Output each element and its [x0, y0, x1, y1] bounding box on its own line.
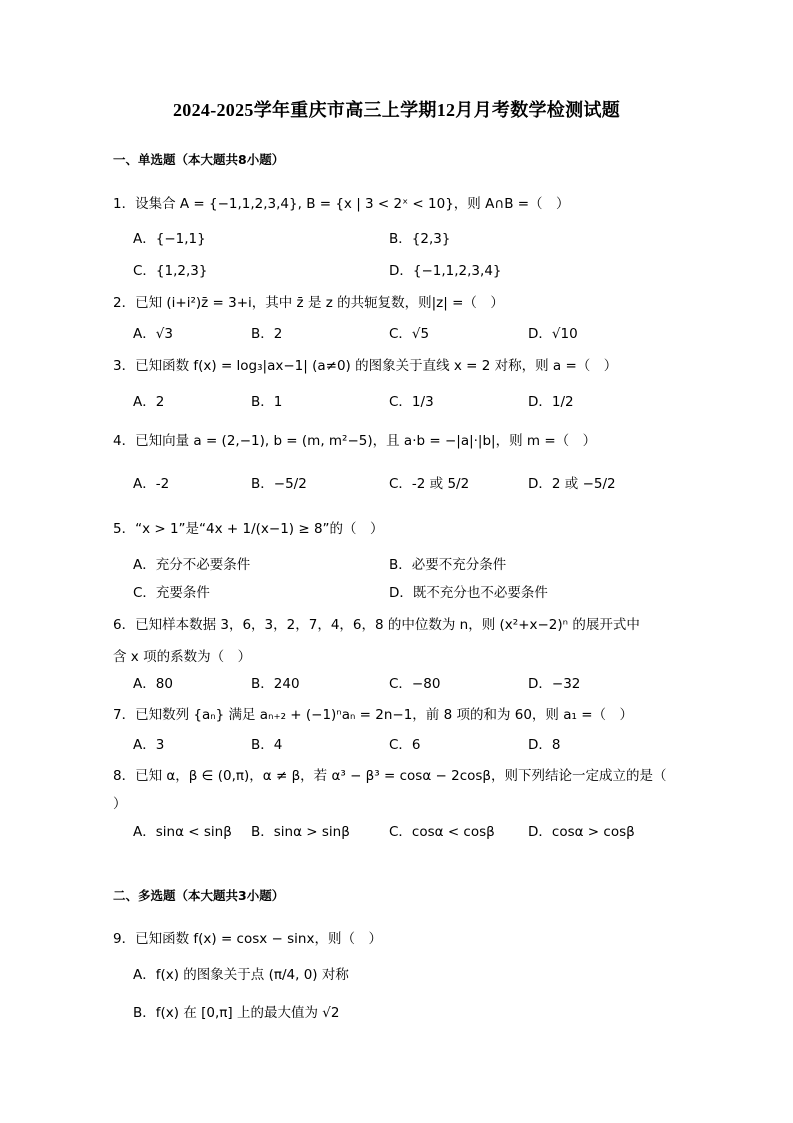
question-8-option-c: C．cosα < cosβ [389, 824, 495, 840]
question-6-stem-continued: 含 x 项的系数为（ ） [113, 649, 252, 665]
question-5-option-b: B．必要不充分条件 [389, 557, 507, 573]
question-6-option-b: B．240 [251, 676, 300, 692]
question-1-option-c: C．{1,2,3} [133, 263, 208, 279]
question-7-stem: 7．已知数列 {aₙ} 满足 aₙ₊₂ + (−1)ⁿaₙ = 2n−1，前 8 项的和为 60，则 a₁ =（ ） [113, 707, 633, 723]
question-7-option-d: D．8 [528, 737, 561, 753]
question-2-stem: 2．已知 (i+i²)z̄ = 3+i，其中 z̄ 是 z 的共轭复数，则|z| =（ ） [113, 295, 504, 311]
question-8-stem-continued: ） [113, 796, 127, 812]
question-8-stem: 8．已知 α，β ∈ (0,π)，α ≠ β，若 α³ − β³ = cosα − 2cosβ，则下列结论一定成立的是（ [113, 768, 667, 784]
question-3-option-a: A．2 [133, 394, 165, 410]
question-2-option-b: B．2 [251, 326, 283, 342]
question-3-option-d: D．1/2 [528, 394, 574, 410]
question-4-option-a: A．-2 [133, 476, 170, 492]
question-4-option-b: B．−5/2 [251, 476, 307, 492]
question-5-option-c: C．充要条件 [133, 585, 210, 601]
question-9-option-a: A．f(x) 的图象关于点 (π/4, 0) 对称 [133, 967, 349, 983]
question-2-option-a: A．√3 [133, 326, 173, 342]
page-title: 2024-2025学年重庆市高三上学期12月月考数学检测试题 [173, 100, 620, 120]
question-7-option-a: A．3 [133, 737, 165, 753]
question-4-option-d: D．2 或 −5/2 [528, 476, 616, 492]
question-8-option-b: B．sinα > sinβ [251, 824, 350, 840]
section-heading-single-choice: 一、单选题（本大题共8小题） [113, 152, 285, 167]
section-heading-multiple-choice: 二、多选题（本大题共3小题） [113, 888, 285, 903]
question-3-stem: 3．已知函数 f(x) = log₃|ax−1| (a≠0) 的图象关于直线 x = 2 对称，则 a =（ ） [113, 358, 618, 374]
question-2-option-c: C．√5 [389, 326, 430, 342]
question-6-option-d: D．−32 [528, 676, 581, 692]
question-3-option-b: B．1 [251, 394, 283, 410]
question-1-option-a: A．{−1,1} [133, 231, 206, 247]
question-5-stem: 5．“x > 1”是“4x + 1/(x−1) ≥ 8”的（ ） [113, 521, 384, 537]
question-6-option-a: A．80 [133, 676, 173, 692]
question-9-option-b: B．f(x) 在 [0,π] 上的最大值为 √2 [133, 1005, 340, 1021]
question-4-option-c: C．-2 或 5/2 [389, 476, 470, 492]
question-8-option-d: D．cosα > cosβ [528, 824, 635, 840]
question-5-option-a: A．充分不必要条件 [133, 557, 251, 573]
question-7-option-c: C．6 [389, 737, 421, 753]
question-3-option-c: C．1/3 [389, 394, 434, 410]
question-1-option-b: B．{2,3} [389, 231, 451, 247]
question-1-option-d: D．{−1,1,2,3,4} [389, 263, 502, 279]
question-7-option-b: B．4 [251, 737, 283, 753]
question-6-option-c: C．−80 [389, 676, 441, 692]
question-1-stem: 1．设集合 A = {−1,1,2,3,4}, B = {x | 3 < 2ˣ < 10}，则 A∩B =（ ） [113, 196, 570, 212]
question-9-stem: 9．已知函数 f(x) = cosx − sinx，则（ ） [113, 931, 382, 947]
question-8-option-a: A．sinα < sinβ [133, 824, 232, 840]
question-4-stem: 4．已知向量 a = (2,−1), b = (m, m²−5)，且 a·b = −|a|·|b|，则 m =（ ） [113, 433, 597, 449]
question-2-option-d: D．√10 [528, 326, 578, 342]
question-6-stem: 6．已知样本数据 3，6，3，2，7，4，6，8 的中位数为 n，则 (x²+x−2)ⁿ 的展开式中 [113, 617, 640, 633]
question-5-option-d: D．既不充分也不必要条件 [389, 585, 548, 601]
